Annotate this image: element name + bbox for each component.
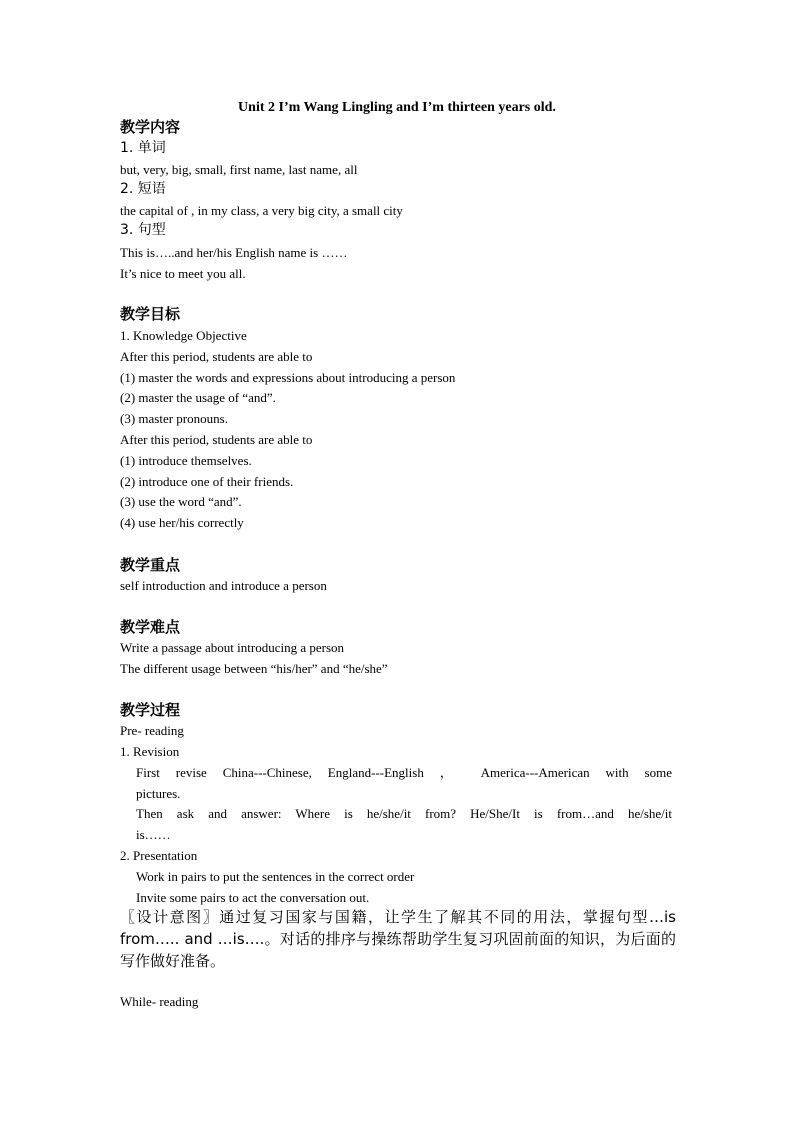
process-line: pictures. bbox=[136, 786, 181, 801]
objective-line: (2) introduce one of their friends. bbox=[120, 474, 294, 489]
item-phrases-label: 2. 短语 bbox=[120, 181, 166, 197]
item-sentences-line-1: This is…..and her/his English name is …… bbox=[120, 245, 348, 260]
item-sentences-line-2: It’s nice to meet you all. bbox=[120, 266, 246, 281]
objective-line: (3) master pronouns. bbox=[120, 411, 228, 426]
process-line: Work in pairs to put the sentences in the correct order bbox=[136, 869, 415, 884]
objective-line: After this period, students are able to bbox=[120, 349, 313, 364]
objective-line: After this period, students are able to bbox=[120, 432, 313, 447]
item-words-text: but, very, big, small, first name, last name, all bbox=[120, 162, 358, 177]
objective-line: (4) use her/his correctly bbox=[120, 515, 244, 530]
objective-line: 1. Knowledge Objective bbox=[120, 328, 247, 343]
objective-line: (2) master the usage of “and”. bbox=[120, 390, 276, 405]
item-phrases-text: the capital of , in my class, a very big city, a small city bbox=[120, 203, 403, 218]
section-heading-objectives: 教学目标 bbox=[120, 305, 181, 323]
process-line: Pre- reading bbox=[120, 723, 184, 738]
objective-line: (1) introduce themselves. bbox=[120, 453, 252, 468]
process-line-justified: First revise China---Chinese, England---English ， America---American with some bbox=[136, 765, 672, 780]
difficulty-line: Write a passage about introducing a person bbox=[120, 640, 345, 655]
design-intent-note: 〖设计意图〗通过复习国家与国籍，让学生了解其不同的用法，掌握句型…is from….. and …is….。对话的排序与操练帮助学生复习巩固前面的知识，为后面的写作做好准备。 bbox=[120, 908, 676, 970]
process-line-justified: Then ask and answer: Where is he/she/it from? He/She/It is from…and he/she/it bbox=[136, 806, 672, 821]
section-heading-difficulties: 教学难点 bbox=[120, 618, 181, 636]
section-heading-process: 教学过程 bbox=[120, 701, 181, 719]
section-heading-content: 教学内容 bbox=[120, 118, 181, 136]
document-title: Unit 2 I’m Wang Lingling and I’m thirteen years old. bbox=[238, 100, 556, 115]
difficulty-line: The different usage between “his/her” and “he/she” bbox=[120, 661, 388, 676]
process-line: 2. Presentation bbox=[120, 848, 198, 863]
objective-line: (1) master the words and expressions about introducing a person bbox=[120, 370, 456, 385]
section-heading-key-points: 教学重点 bbox=[120, 556, 181, 574]
key-point-line: self introduction and introduce a person bbox=[120, 578, 327, 593]
process-line: Invite some pairs to act the conversation out. bbox=[136, 890, 370, 905]
process-line: 1. Revision bbox=[120, 744, 180, 759]
item-words-label: 1. 单词 bbox=[120, 140, 166, 156]
item-sentences-label: 3. 句型 bbox=[120, 222, 166, 238]
process-line: While- reading bbox=[120, 994, 199, 1009]
process-line: is…… bbox=[136, 827, 171, 842]
objective-line: (3) use the word “and”. bbox=[120, 494, 242, 509]
